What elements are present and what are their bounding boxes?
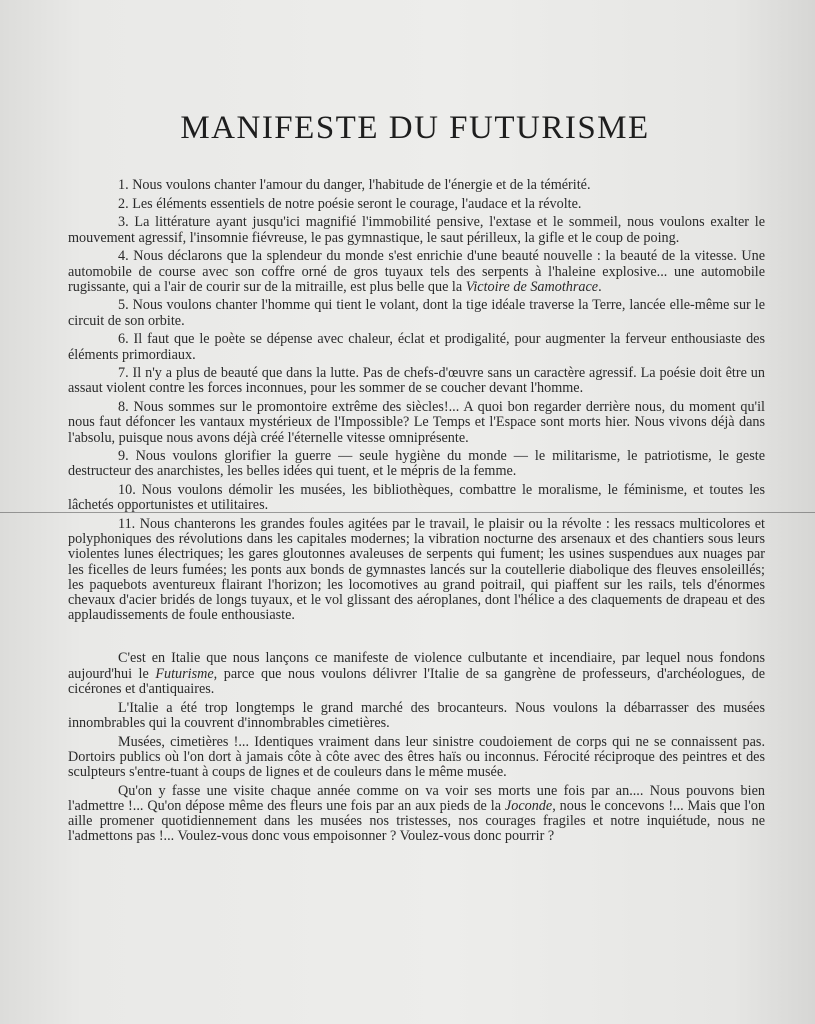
item-6: 6. Il faut que le poète se dépense avec chaleur, éclat et prodigalité, pour augmenter la ferveur enthousiaste des éléments primordiaux. xyxy=(68,331,765,363)
closing-paragraph-2: L'Italie a été trop longtemps le grand marché des brocanteurs. Nous voulons la débarrasser des musées innombrables qui la couvrent d'innombrables cimetières. xyxy=(68,699,765,731)
page-title: MANIFESTE DU FUTURISME xyxy=(180,110,650,146)
closing-paragraph-1: C'est en Italie que nous lançons ce manifeste de violence culbutante et incendiaire, par lequel nous fondons aujourd'hui le Futurisme, parce que nous voulons délivrer l'Italie de sa gangrène de professeurs, d'archéologues, de cicérones et d'antiquaires. xyxy=(68,650,765,697)
item-4: 4. Nous déclarons que la splendeur du monde s'est enrichie d'une beauté nouvelle : la beauté de la vitesse. Une automobile de course avec son coffre orné de gros tuyaux tels des serpents à l'haleine explosive... une automobile rugissante, qui a l'air de courir sur de la mitraille, est plus belle que la Victoire de Samothrace. xyxy=(68,248,765,295)
item-8: 8. Nous sommes sur le promontoire extrême des siècles!... A quoi bon regarder derrière nous, du moment qu'il nous faut défoncer les vantaux mystérieux de l'Impossible? Le Temps et l'Espace sont morts hier. Nous vivons déjà dans l'absolu, puisque nous avons déjà créé l'éternelle vitesse omniprésente. xyxy=(68,399,765,446)
closing-paragraph-3: Musées, cimetières !... Identiques vraiment dans leur sinistre coudoiement de corps qui ne se connaissent pas. Dortoirs publics où l'on dort à jamais côte à côte avec des êtres haïs ou inconnus. Férocité réciproque des peintres et des sculpteurs s'entre-tuant à coups de lignes et de couleurs dans le même musée. xyxy=(68,733,765,780)
item-3: 3. La littérature ayant jusqu'ici magnifié l'immobilité pensive, l'extase et le sommeil, nous voulons exalter le mouvement agressif, l'insomnie fiévreuse, le pas gymnastique, le saut périlleux, la gifle et le coup de poing. xyxy=(68,214,765,246)
manifesto-body xyxy=(68,178,765,848)
item-2: 2. Les éléments essentiels de notre poésie seront le courage, l'audace et la révolte. xyxy=(118,195,582,212)
item-11: 11. Nous chanterons les grandes foules agitées par le travail, le plaisir ou la révolte : les ressacs multicolores et polyphoniques des révolutions dans les capitales modernes; la vibration nocturne des arsenaux et des chantiers sous leurs violentes lunes électriques; les gares gloutonnes avaleuses de serpents qui fument; les usines suspendues aux nuages par les ficelles de leurs fumées; les ponts aux bonds de gymnastes lancés sur la coutellerie diabolique des fleuves ensoleillés; les paquebots aventureux flairant l'horizon; les locomotives au grand poitrail, qui piaffent sur les rails, tels d'énormes chevaux d'acier bridés de longs tuyaux, et le vol glissant des aéroplanes, dont l'hélice a des claquements de drapeau et des applaudissements de foule enthousiaste. xyxy=(68,516,765,624)
item-10: 10. Nous voulons démolir les musées, les bibliothèques, combattre le moralisme, le féminisme, et toutes les lâchetés opportunistes et utilitaires. xyxy=(68,482,765,514)
item-5: 5. Nous voulons chanter l'homme qui tient le volant, dont la tige idéale traverse la Terre, lancée elle-même sur le circuit de son orbite. xyxy=(68,297,765,329)
item-9: 9. Nous voulons glorifier la guerre — seule hygiène du monde — le militarisme, le patriotisme, le geste destructeur des anarchistes, les belles idées qui tuent, et le mépris de la femme. xyxy=(68,448,765,480)
closing-paragraph-4: Qu'on y fasse une visite chaque année comme on va voir ses morts une fois par an.... Nous pouvons bien l'admettre !... Qu'on dépose même des fleurs une fois par an aux pieds de la Joconde, nous le concevons !... Mais que l'on aille promener quotidiennement dans les musées nos tristesses, nos courages fragiles et notre inquiétude, nous ne l'admettons pas !... Voulez-vous donc vous empoisonner ? Voulez-vous donc pourrir ? xyxy=(68,782,765,845)
item-7: 7. Il n'y a plus de beauté que dans la lutte. Pas de chefs-d'œuvre sans un caractère agressif. La poésie doit être un assaut violent contre les forces inconnues, pour les sommer de se coucher devant l'homme. xyxy=(68,365,765,397)
item-1: 1. Nous voulons chanter l'amour du danger, l'habitude de l'énergie et de la témérité. xyxy=(118,177,591,193)
